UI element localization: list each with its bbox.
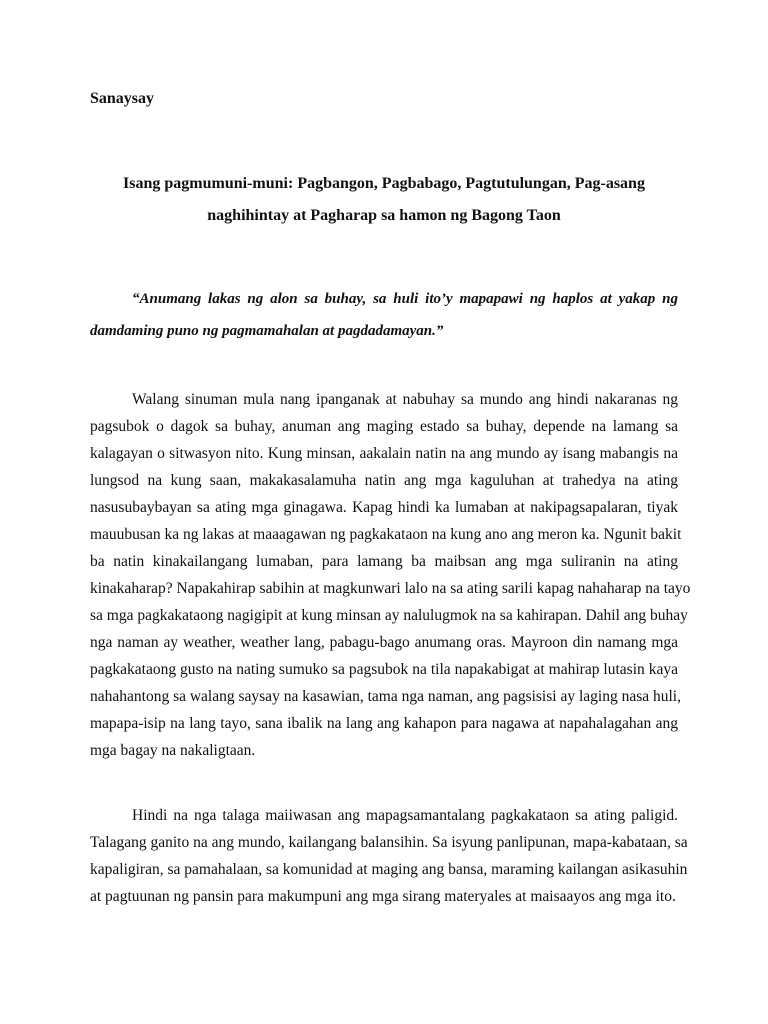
paragraph-line: sa mga pagkakataong nagigipit at kung minsan ay nalulugmok na sa kahirapan. Dahil ang buhay bbox=[90, 607, 688, 624]
paragraph-line: Walang sinuman mula nang ipanganak at nabuhay sa mundo ang hindi nakaranas ng bbox=[132, 391, 678, 408]
epigraph-quote bbox=[90, 283, 678, 347]
essay-title-line: Isang pagmumuni-muni: Pagbangon, Pagbabago, Pagtutulungan, Pag-asang bbox=[123, 175, 645, 192]
body-paragraph-1 bbox=[90, 386, 691, 764]
essay-title bbox=[90, 168, 678, 232]
quote-line: damdaming puno ng pagmamahalan at pagdadamayan.” bbox=[90, 323, 444, 339]
paragraph-line: pagkakataong gusto na nating sumuko sa pagsubok na tila napakabigat at mahirap lutasin kaya bbox=[90, 661, 678, 678]
paragraph-line: nasusubaybayan sa ating mga ginagawa. Kapag hindi ka lumaban at nakipagsapalaran, tiyak bbox=[90, 499, 678, 516]
paragraph-line: Talagang ganito na ang mundo, kailangang balansihin. Sa isyung panlipunan, mapa-kabataan, sa bbox=[90, 834, 688, 851]
paragraph-line: Hindi na nga talaga maiiwasan ang mapagsamantalang pagkakataon sa ating paligid. bbox=[132, 807, 678, 824]
document-label: Sanaysay bbox=[90, 90, 155, 107]
quote-line: “Anumang lakas ng alon sa buhay, sa huli ito’y mapapawi ng haplos at yakap ng bbox=[132, 291, 678, 307]
essay-title-line: naghihintay at Pagharap sa hamon ng Bagong Taon bbox=[207, 207, 561, 224]
paragraph-line: mauubusan ka ng lakas at maaagawan ng pagkakataon na kung ano ang meron ka. Ngunit bakit bbox=[90, 526, 682, 543]
paragraph-line: nahahantong sa walang saysay na kasawian, tama nga naman, ang pagsisisi ay laging nasa huli, bbox=[90, 688, 681, 705]
paragraph-line: mapapa-isip na lang tayo, sana ibalik na lang ang kahapon para nagawa at napahalagahan ang bbox=[90, 715, 678, 732]
paragraph-line: kinakaharap? Napakahirap sabihin at magkunwari lalo na sa ating sarili kapag nahaharap na tayo bbox=[90, 580, 691, 597]
paragraph-line: lungsod na kung saan, makakasalamuha natin ang mga kaguluhan at trahedya na ating bbox=[90, 472, 678, 489]
body-paragraph-2 bbox=[90, 802, 688, 910]
paragraph-line: pagsubok o dagok sa buhay, anuman ang maging estado sa buhay, depende na lamang sa bbox=[90, 418, 678, 435]
paragraph-line: kapaligiran, sa pamahalaan, sa komunidad at maging ang bansa, maraming kailangan asikasuhin bbox=[90, 861, 688, 878]
paragraph-line: at pagtuunan ng pansin para makumpuni ang mga sirang materyales at maisaayos ang mga ito. bbox=[90, 888, 676, 905]
paragraph-line: kalagayan o sitwasyon nito. Kung minsan, aakalain natin na ang mundo ay isang mabangis na bbox=[90, 445, 678, 462]
paragraph-line: ba natin kinakailangang lumaban, para lamang ba maibsan ang mga suliranin na ating bbox=[90, 553, 678, 570]
paragraph-line: mga bagay na nakaligtaan. bbox=[90, 742, 256, 759]
paragraph-line: nga naman ay weather, weather lang, pabagu-bago anumang oras. Mayroon din namang mga bbox=[90, 634, 678, 651]
